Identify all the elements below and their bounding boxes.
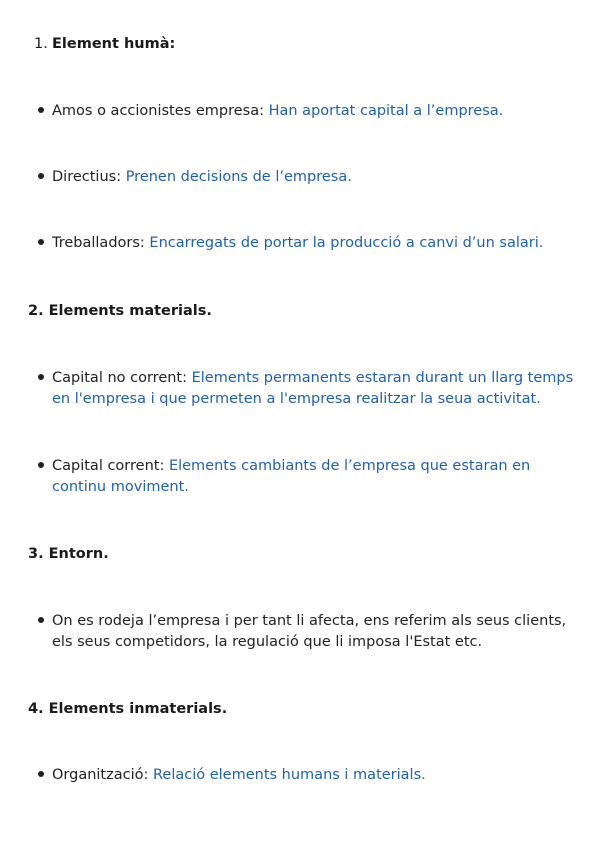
bullet-icon [36,167,46,188]
section-heading-elements-inmaterials [28,699,227,720]
list-number: 1. [34,36,48,52]
item-description: Elements permanents estaran durant un llarg temps en l'empresa i que permeten a l'empresa realitzar la seua activitat. [52,370,574,407]
item-term: Organització: [52,767,153,783]
item-term: Amos o accionistes empresa: [52,103,269,119]
section-title: 2. Elements materials. [28,303,212,319]
bullet-icon [36,368,46,389]
section-heading-elements-materials [28,301,212,322]
list-item-treballadors [52,233,582,254]
item-term: On es rodeja l’empresa i per tant li afecta, ens referim als seus clients, els seus competidors, la regulació que li imposa l'Estat etc. [52,613,567,650]
item-term: Directius: [52,169,126,185]
bullet-icon [36,101,46,122]
item-term: Capital corrent: [52,458,169,474]
section-title: Element humà: [52,36,176,52]
item-description: Encarregats de portar la producció a canvi d’un salari. [149,235,544,251]
item-term: Capital no corrent: [52,370,192,386]
bullet-icon [36,456,46,477]
section-title: 4. Elements inmaterials. [28,701,228,717]
section-heading-element-huma [34,34,175,55]
section-title: 3. Entorn. [28,546,109,562]
list-item-organitzacio [52,765,582,786]
item-description: Prenen decisions de l’empresa. [125,169,352,185]
item-description: Han aportat capital a l’empresa. [268,103,504,119]
item-description: Elements cambiants de l’empresa que estaran en continu moviment. [52,458,531,495]
bullet-icon [36,611,46,632]
section-heading-entorn [28,544,109,565]
bullet-icon [36,233,46,254]
list-item-directius [52,167,582,188]
list-item-entorn [52,611,582,653]
item-description: Relació elements humans i materials. [152,767,426,783]
list-item-amos [52,101,582,122]
item-term: Treballadors: [52,235,150,251]
bullet-icon [36,765,46,786]
list-item-capital-corrent [52,456,582,498]
list-item-capital-no-corrent [52,368,582,410]
